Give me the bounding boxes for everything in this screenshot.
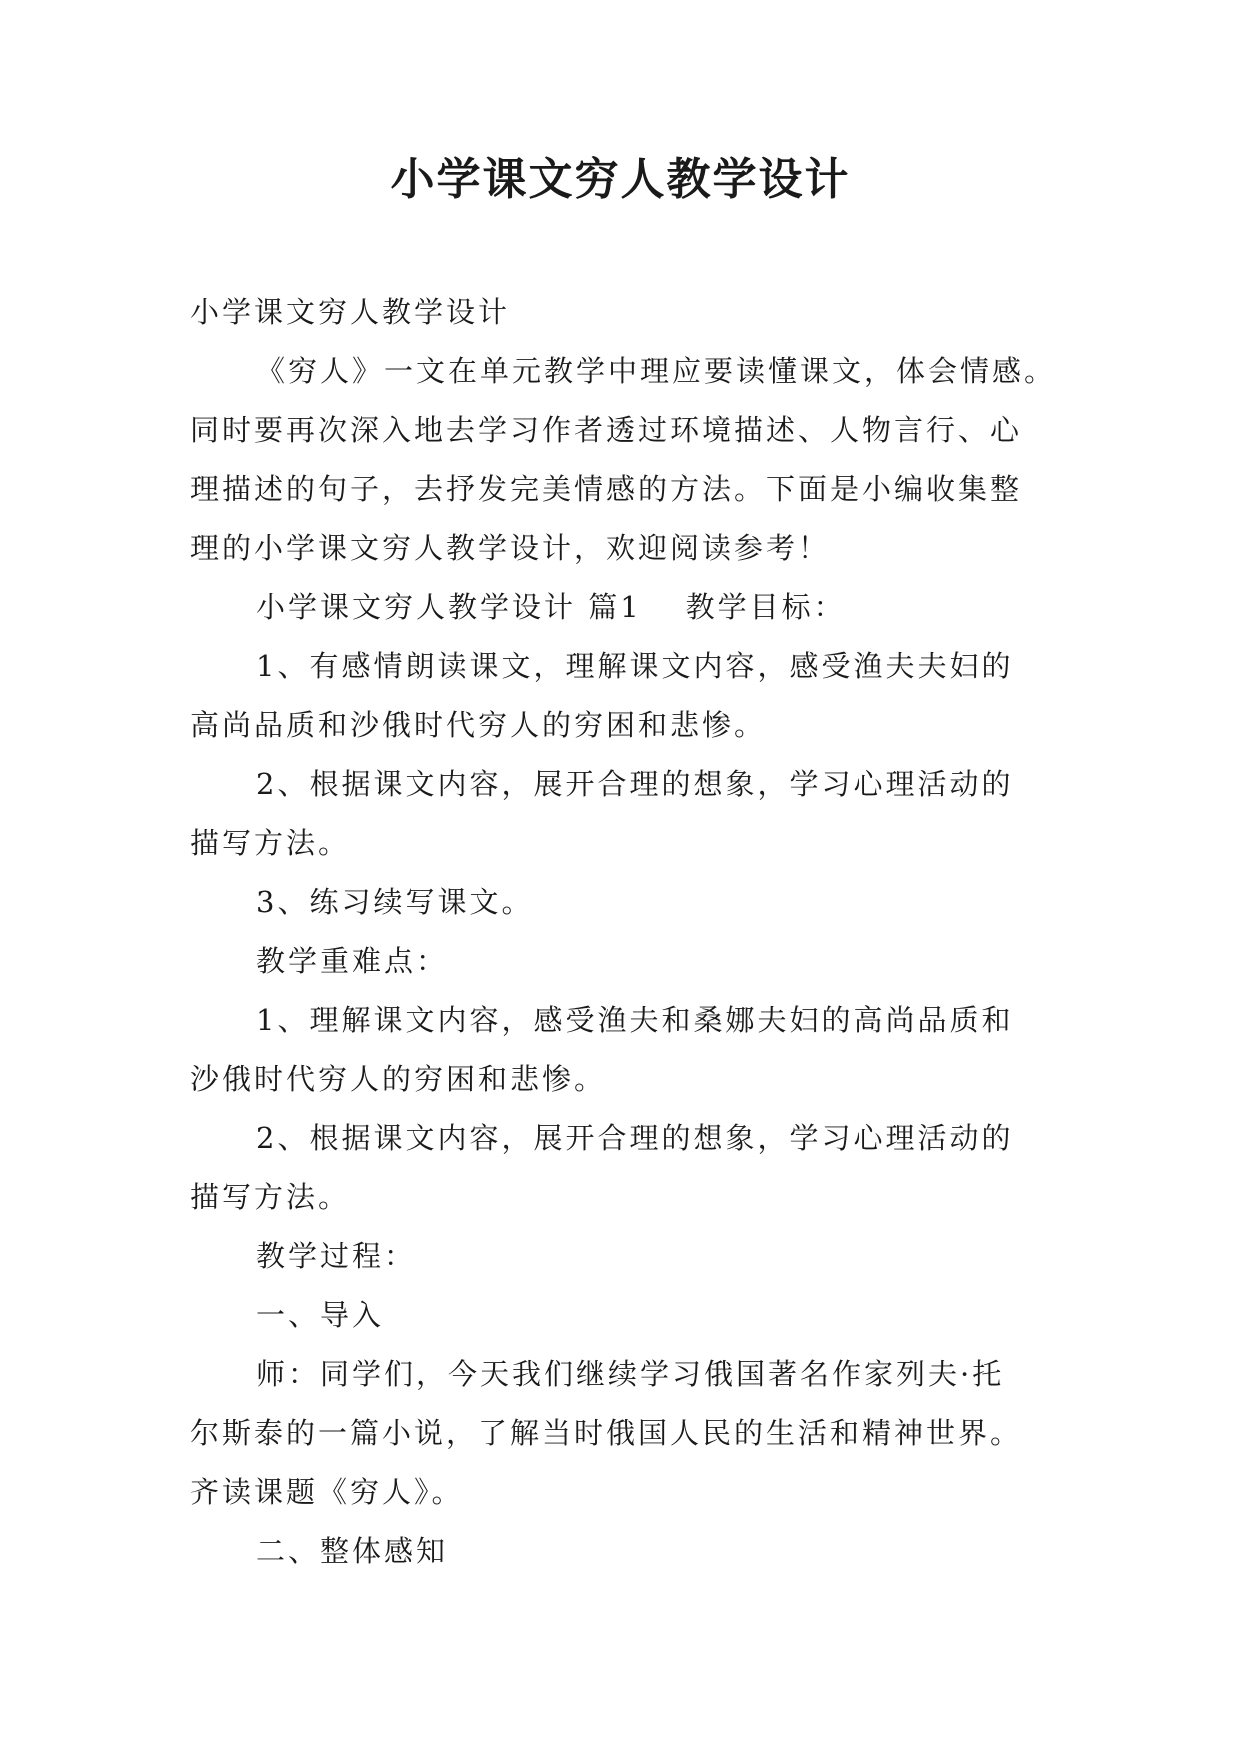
objective-item-2 [190,755,1070,873]
text-line: 高尚品质和沙俄时代穷人的穷困和悲惨。 [190,708,767,742]
key-point-item-1 [190,991,1070,1109]
step-heading-overview: 二、整体感知 [256,1534,449,1568]
objectives-heading: 教学目标： [685,590,846,624]
text-line: 2、根据课文内容，展开合理的想象，学习心理活动的 [256,1121,1014,1155]
teacher-speech [190,1345,1070,1522]
objective-item-1 [190,637,1070,755]
text-line: 《穷人》一文在单元教学中理应要读懂课文，体会情感。 [256,354,1057,388]
text-line: 尔斯泰的一篇小说，了解当时俄国人民的生活和精神世界。 [190,1416,1023,1450]
section-heading-line [190,578,1070,637]
text-line: 理的小学课文穷人教学设计，欢迎阅读参考！ [190,531,831,565]
paragraph-intro [190,342,1070,578]
text-line: 描写方法。 [190,826,351,860]
text-line: 1、理解课文内容，感受渔夫和桑娜夫妇的高尚品质和 [256,1003,1014,1037]
text-line: 2、根据课文内容，展开合理的想象，学习心理活动的 [256,767,1014,801]
text-line: 师：同学们，今天我们继续学习俄国著名作家列夫·托 [256,1357,1005,1391]
text-line: 描写方法。 [190,1180,351,1214]
paragraph-subtitle: 小学课文穷人教学设计 [190,295,511,329]
text-line: 理描述的句子，去抒发完美情感的方法。下面是小编收集整 [190,472,1023,506]
text-line: 同时要再次深入地去学习作者透过环境描述、人物言行、心 [190,413,1023,447]
key-points-heading: 教学重难点： [256,944,449,978]
text-line: 沙俄时代穷人的穷困和悲惨。 [190,1062,607,1096]
section-heading: 小学课文穷人教学设计 篇1 [256,590,642,624]
key-point-item-2 [190,1109,1070,1227]
text-line: 齐读课题《穷人》。 [190,1475,464,1509]
document-title: 小学课文穷人教学设计 [390,154,851,205]
objective-item-3: 3、练习续写课文。 [256,885,534,919]
text-line: 1、有感情朗读课文，理解课文内容，感受渔夫夫妇的 [256,649,1014,683]
step-heading-intro: 一、导入 [256,1298,385,1332]
document-body [190,283,1070,1581]
process-heading: 教学过程： [256,1239,417,1273]
